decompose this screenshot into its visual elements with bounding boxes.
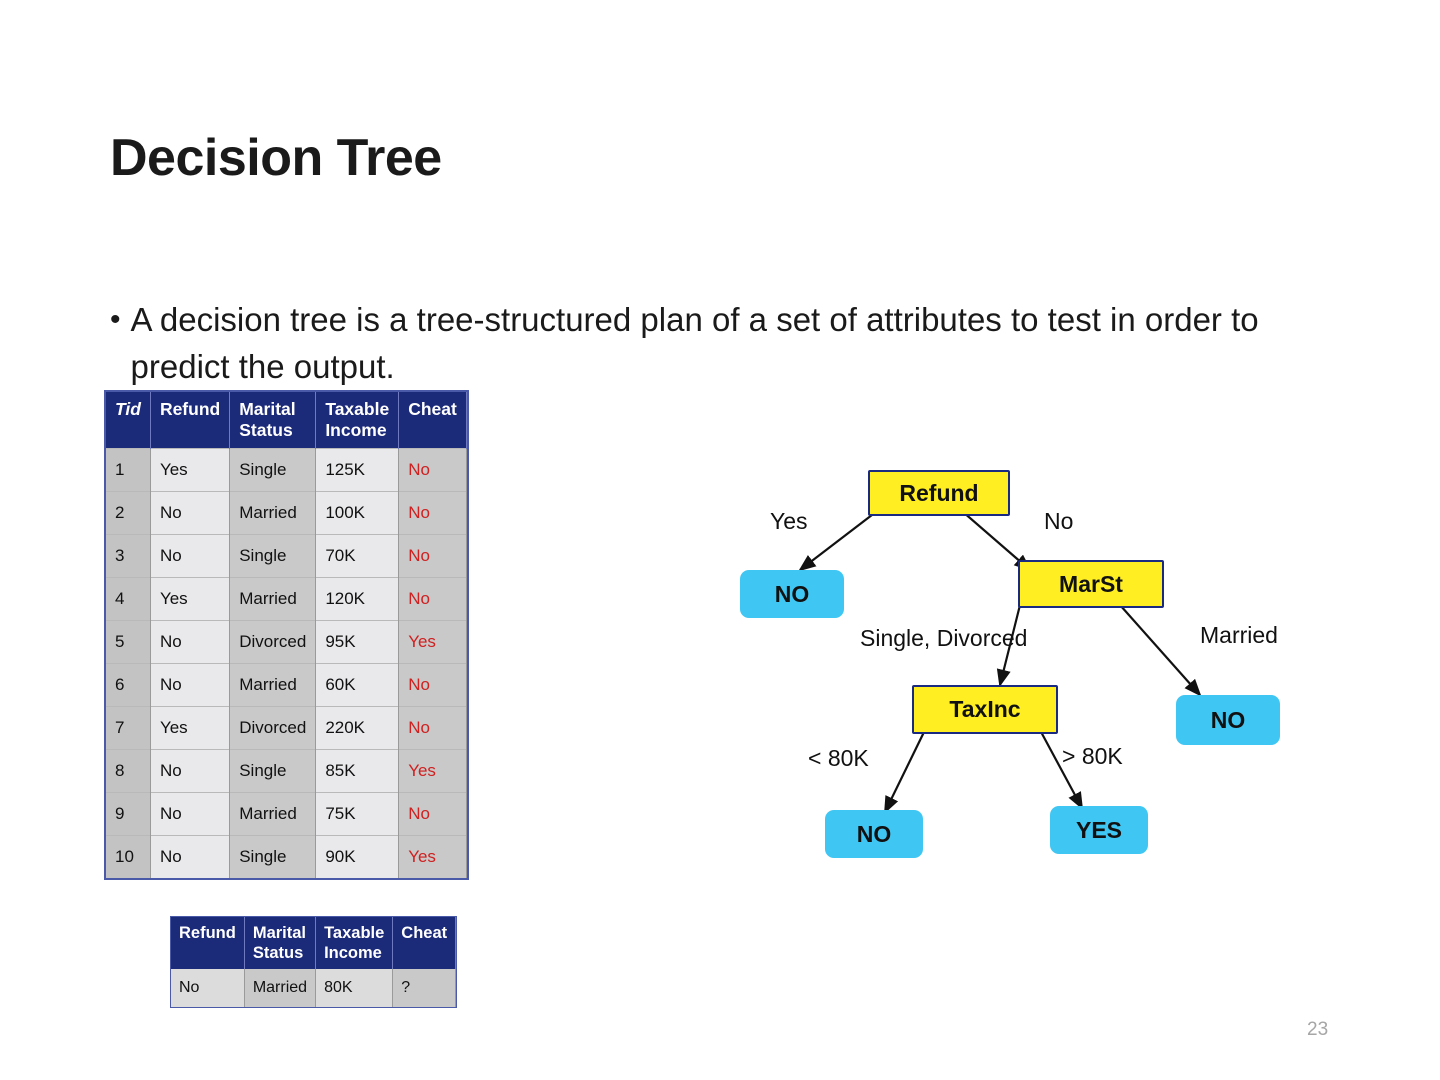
cell-marital-status: Married: [244, 969, 315, 1007]
cell-cheat: No: [399, 664, 467, 707]
table-row: [106, 535, 466, 578]
tree-leaf-no-married[interactable]: NO: [1176, 695, 1280, 745]
cell-marital-status: Single: [230, 535, 316, 578]
cell-cheat: ?: [393, 969, 456, 1007]
cell-marital-status: Single: [230, 449, 316, 492]
table-row: [106, 836, 466, 879]
cell-cheat: No: [399, 793, 467, 836]
bullet-paragraph: [110, 296, 1330, 390]
edge-label-married: Married: [1200, 622, 1278, 648]
table-header-row: [171, 917, 456, 969]
bullet-marker: •: [110, 303, 121, 336]
table-row: [106, 750, 466, 793]
cell-marital-status: Single: [230, 836, 316, 879]
training-data-table: [104, 390, 469, 880]
tree-edges: [700, 430, 1380, 900]
slide-number: 23: [1307, 1019, 1329, 1040]
tree-leaf-yes-high-income[interactable]: YES: [1050, 806, 1148, 854]
cell-cheat: No: [399, 707, 467, 750]
cell-taxable-income: 100K: [316, 492, 399, 535]
bullet-text: A decision tree is a tree-structured plan of a set of attributes to test in order to predict the output.: [130, 301, 1259, 385]
column-header-taxable-income: Taxable Income: [316, 392, 399, 449]
cell-refund: No: [171, 969, 244, 1007]
cell-marital-status: Married: [230, 578, 316, 621]
decision-tree-diagram: [700, 430, 1380, 900]
table-row: [106, 707, 466, 750]
cell-tid: 2: [106, 492, 150, 535]
cell-cheat: Yes: [399, 750, 467, 793]
cell-taxable-income: 80K: [316, 969, 393, 1007]
cell-tid: 6: [106, 664, 150, 707]
cell-tid: 10: [106, 836, 150, 879]
cell-taxable-income: 90K: [316, 836, 399, 879]
cell-refund: No: [150, 793, 229, 836]
edge-label-no: No: [1044, 508, 1074, 534]
cell-cheat: No: [399, 535, 467, 578]
edge-label-lt-80k: < 80K: [808, 745, 869, 771]
cell-taxable-income: 75K: [316, 793, 399, 836]
table-row: [106, 664, 466, 707]
cell-refund: Yes: [150, 578, 229, 621]
cell-marital-status: Divorced: [230, 707, 316, 750]
table-row: [171, 969, 456, 1007]
cell-cheat: Yes: [399, 836, 467, 879]
cell-taxable-income: 125K: [316, 449, 399, 492]
tree-leaf-no-refund-yes[interactable]: NO: [740, 570, 844, 618]
tree-node-marst[interactable]: MarSt: [1018, 560, 1164, 608]
column-header-cheat: Cheat: [399, 392, 467, 449]
cell-tid: 5: [106, 621, 150, 664]
tree-node-taxinc[interactable]: TaxInc: [912, 685, 1058, 734]
cell-refund: Yes: [150, 449, 229, 492]
table-row: [106, 793, 466, 836]
edge-label-yes: Yes: [770, 508, 808, 534]
table-row: [106, 621, 466, 664]
cell-taxable-income: 120K: [316, 578, 399, 621]
cell-marital-status: Married: [230, 492, 316, 535]
cell-tid: 7: [106, 707, 150, 750]
column-header-cheat: Cheat: [393, 917, 456, 969]
cell-marital-status: Divorced: [230, 621, 316, 664]
edge-label-gt-80k: > 80K: [1062, 743, 1123, 769]
cell-refund: No: [150, 664, 229, 707]
cell-refund: No: [150, 621, 229, 664]
cell-cheat: No: [399, 449, 467, 492]
column-header-taxable-income: Taxable Income: [316, 917, 393, 969]
cell-refund: No: [150, 836, 229, 879]
tree-leaf-no-low-income[interactable]: NO: [825, 810, 923, 858]
column-header-marital-status: Marital Status: [244, 917, 315, 969]
cell-marital-status: Married: [230, 793, 316, 836]
column-header-refund: Refund: [171, 917, 244, 969]
column-header-marital-status: Marital Status: [230, 392, 316, 449]
table-row: [106, 449, 466, 492]
cell-taxable-income: 70K: [316, 535, 399, 578]
table-row: [106, 492, 466, 535]
tree-node-refund[interactable]: Refund: [868, 470, 1010, 516]
cell-refund: Yes: [150, 707, 229, 750]
cell-taxable-income: 85K: [316, 750, 399, 793]
cell-taxable-income: 60K: [316, 664, 399, 707]
test-record-table: [170, 916, 457, 1008]
cell-tid: 4: [106, 578, 150, 621]
cell-marital-status: Married: [230, 664, 316, 707]
cell-tid: 3: [106, 535, 150, 578]
cell-refund: No: [150, 535, 229, 578]
cell-tid: 8: [106, 750, 150, 793]
cell-refund: No: [150, 492, 229, 535]
cell-refund: No: [150, 750, 229, 793]
column-header-tid: Tid: [106, 392, 150, 449]
cell-cheat: No: [399, 492, 467, 535]
cell-tid: 9: [106, 793, 150, 836]
cell-taxable-income: 95K: [316, 621, 399, 664]
table-header-row: [106, 392, 466, 449]
column-header-refund: Refund: [150, 392, 229, 449]
cell-tid: 1: [106, 449, 150, 492]
cell-cheat: No: [399, 578, 467, 621]
table-row: [106, 578, 466, 621]
edge-label-single-divorced: Single, Divorced: [860, 625, 1028, 651]
cell-taxable-income: 220K: [316, 707, 399, 750]
cell-marital-status: Single: [230, 750, 316, 793]
cell-cheat: Yes: [399, 621, 467, 664]
page-title: Decision Tree: [110, 129, 442, 187]
